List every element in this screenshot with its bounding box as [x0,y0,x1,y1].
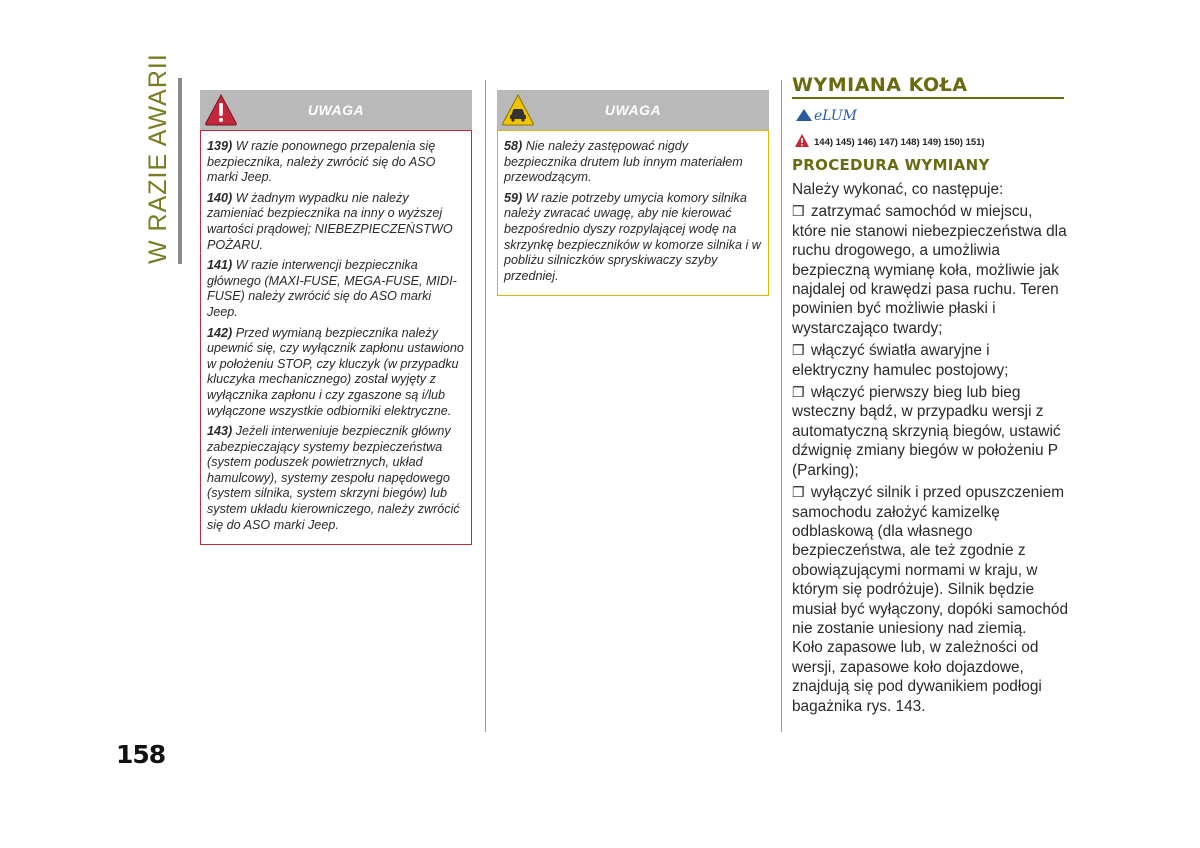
chapter-bar [178,78,182,264]
chapter-title: W RAZIE AWARII [144,53,172,264]
warning-references [794,133,985,151]
warning-item: 59) W razie potrzeby umycia komory silnika należy zwracać uwagę, aby nie kierować bezpośrednio dyszy rozpylającej wodę na skrzynkę bezpieczników w komorze silnika i w pobliżu silniczków spryskiwaczy szyby przedniej. [504,190,761,283]
chapter-label [140,53,176,264]
checkbox-icon: ❒ [792,342,805,359]
warning-title: UWAGA [307,102,365,118]
procedure-step: ❒ włączyć pierwszy bieg lub bieg wsteczny bądź, w przypadku wersji z automatyczną skrzynią biegów, ustawić dźwignię zmiany biegów w położeniu P (Parking); [792,384,1061,479]
warning-box-left [200,90,472,545]
warning-item: 141) W razie interwencji bezpiecznika głównego (MAXI-FUSE, MEGA-FUSE, MIDI-FUSE) należy zwrócić się do ASO marki Jeep. [207,258,457,319]
procedure-text [792,180,1070,719]
page-number: 158 [116,740,166,769]
warning-item: 142) Przed wymianą bezpiecznika należy upewnić się, czy wyłącznik zapłonu ustawiono w położeniu STOP, czy kluczyk (w przypadku kluczyka mechanicznego) został wyjęty z wyłącznika zapłonu i czy zgaszone są i/lub wyłączone wszystkie odbiorniki elektryczne. [207,325,464,418]
procedure-step: ❒ zatrzymać samochód w miejscu, które nie stanowi niebezpieczeństwa dla ruchu drogowego, a umożliwia bezpieczną wymianę koła, możliwie jak najdalej od krawędzi pasa ruchu. Teren powinien być możliwie płaski i wystarczająco twardy; [792,203,1067,337]
elum-icon [796,109,812,121]
column-divider-2 [781,80,782,732]
procedure-step: ❒ włączyć światła awaryjne i elektryczny hamulec postojowy; [792,342,1009,379]
reference-numbers: 144) 145) 146) 147) 148) 149) 150) 151) [814,137,985,148]
warning-item: 139) W razie ponownego przepalenia się bezpiecznika, należy zwrócić się do ASO marki Jeep. [207,139,436,185]
warning-box-middle [497,90,769,296]
warning-item: 140) W żadnym wypadku nie należy zamieniać bezpiecznika na inny o wyższej wartości prądowej; NIEBEZPIECZEŃSTWO POŻARU. [207,190,453,252]
section-title: WYMIANA KOŁA [792,74,968,96]
warning-triangle-icon [794,133,810,151]
section-title-underline [792,97,1064,99]
column-divider-1 [485,80,486,732]
warning-item: 58) Nie należy zastępować nigdy bezpiecznika drutem lub innym materiałem przewodzącym. [504,139,743,185]
checkbox-icon: ❒ [792,203,805,220]
warning-item: 143) Jeżeli interweniuje bezpiecznik główny zabezpieczający systemy bezpieczeństwa (system poduszek powietrznych, układ hamulcowy), systemy zespołu napędowego (system silnika, system skrzyni biegów) lub system układu kierowniczego, należy zwrócić się do ASO marki Jeep. [207,424,460,532]
checkbox-icon: ❒ [792,484,805,501]
elum-label: eLUM [814,108,857,124]
warning-body [497,130,769,296]
warning-header [200,90,472,130]
warning-body [200,130,472,545]
elum-marker [796,108,857,124]
procedure-intro: Należy wykonać, co następuje: [792,181,1004,198]
procedure-step: ❒ wyłączyć silnik i przed opuszczeniem samochodu założyć kamizelkę odblaskową (dla własnego bezpieczeństwa, ale też zgodnie z obowiązującymi normami w kraju, w którym się podróżuje). Silnik będzie musiał być wyłączony, dopóki samochód nie zostanie uniesiony nad ziemią. [792,484,1069,637]
warning-title: UWAGA [604,102,662,118]
checkbox-icon: ❒ [792,384,805,401]
procedure-subtitle: PROCEDURA WYMIANY [792,156,990,174]
procedure-closing: Koło zapasowe lub, w zależności od wersji, zapasowe koło dojazdowe, znajdują się pod dywanikiem podłogi bagażnika rys. 143. [792,639,1042,715]
warning-header [497,90,769,130]
